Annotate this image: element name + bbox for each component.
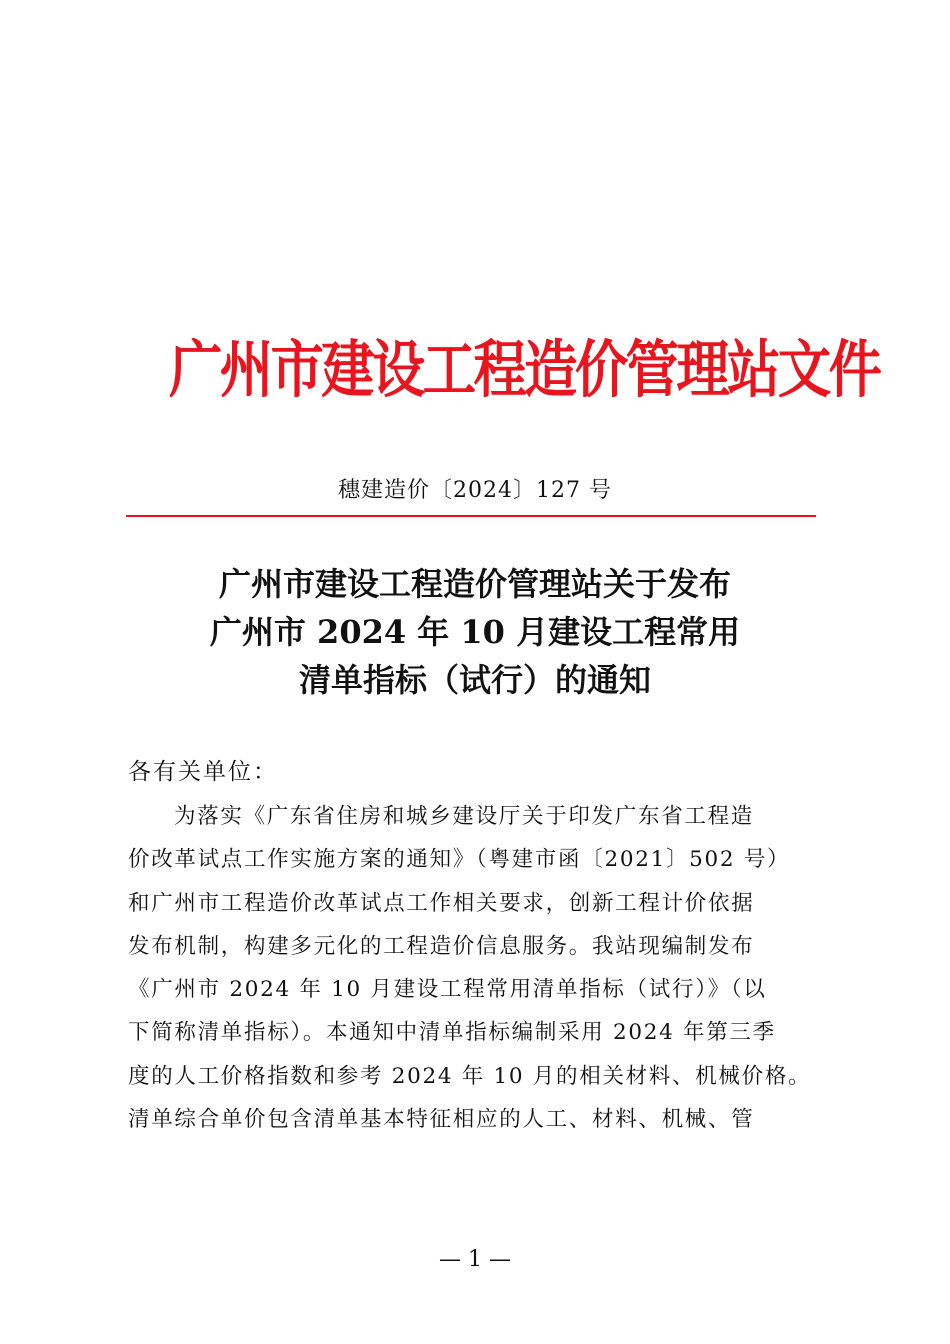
body-line: 和广州市工程造价改革试点工作相关要求，创新工程计价依据 xyxy=(128,890,755,916)
notice-title-line-3: 清单指标（试行）的通知 xyxy=(298,661,651,699)
body-line: 为落实《广东省住房和城乡建设厅关于印发广东省工程造 xyxy=(174,804,755,829)
document-number: 穗建造价〔2024〕127 号 xyxy=(338,478,612,503)
body-line: 发布机制，构建多元化的工程造价信息服务。我站现编制发布 xyxy=(128,933,755,959)
notice-title-line-2: 广州市 2024 年 10 月建设工程常用 xyxy=(209,613,741,651)
page-number: — 1 — xyxy=(439,1247,511,1272)
body-line: 价改革试点工作实施方案的通知》（粤建市函〔2021〕502 号） xyxy=(128,847,791,873)
body-line: 度的人工价格指数和参考 2024 年 10 月的相关材料、机械价格。 xyxy=(128,1063,812,1089)
salutation: 各有关单位： xyxy=(128,759,278,785)
notice-title xyxy=(125,560,825,704)
masthead-title: 广州市建设工程造价管理站文件 xyxy=(169,333,880,406)
body-line: 《广州市 2024 年 10 月建设工程常用清单指标（试行）》（以 xyxy=(128,977,767,1003)
body-paragraph xyxy=(128,795,828,1141)
notice-title-line-1: 广州市建设工程造价管理站关于发布 xyxy=(218,565,731,603)
red-divider-line xyxy=(126,515,816,517)
body-line: 下简称清单指标）。本通知中清单指标编制采用 2024 年第三季 xyxy=(128,1020,776,1046)
body-line: 清单综合单价包含清单基本特征相应的人工、材料、机械、管 xyxy=(128,1107,755,1133)
